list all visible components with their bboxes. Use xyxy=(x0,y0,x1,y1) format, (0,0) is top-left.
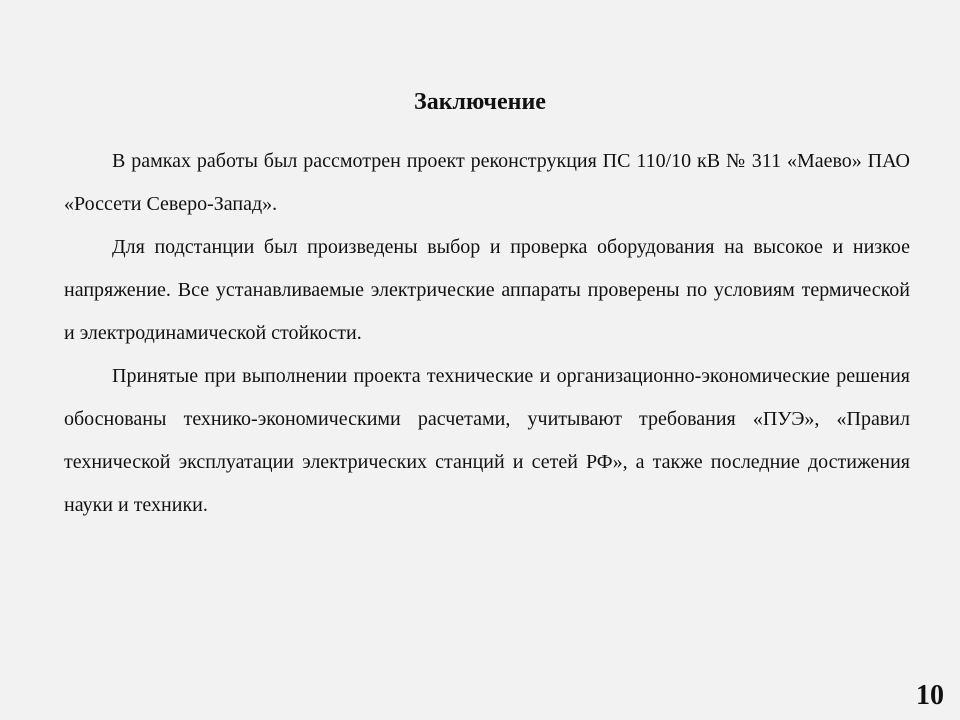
slide-body xyxy=(64,140,910,527)
page-number: 10 xyxy=(916,680,944,711)
slide-title: Заключение xyxy=(414,89,546,115)
paragraph-3: Принятые при выполнении проекта технические и организационно-экономические решения обоснованы технико-экономическими расчетами, учитывают требования «ПУЭ», «Правил технической эксплуатации электрических станций и сетей РФ», а также последние достижения науки и техники. xyxy=(64,365,910,516)
paragraph-1: В рамках работы был рассмотрен проект реконструкция ПС 110/10 кВ № 311 «Маево» ПАО «Россети Северо-Запад». xyxy=(64,150,910,215)
paragraph-2: Для подстанции был произведены выбор и проверка оборудования на высокое и низкое напряжение. Все устанавливаемые электрические аппараты проверены по условиям термической и электродинамической стойкости. xyxy=(64,236,910,344)
